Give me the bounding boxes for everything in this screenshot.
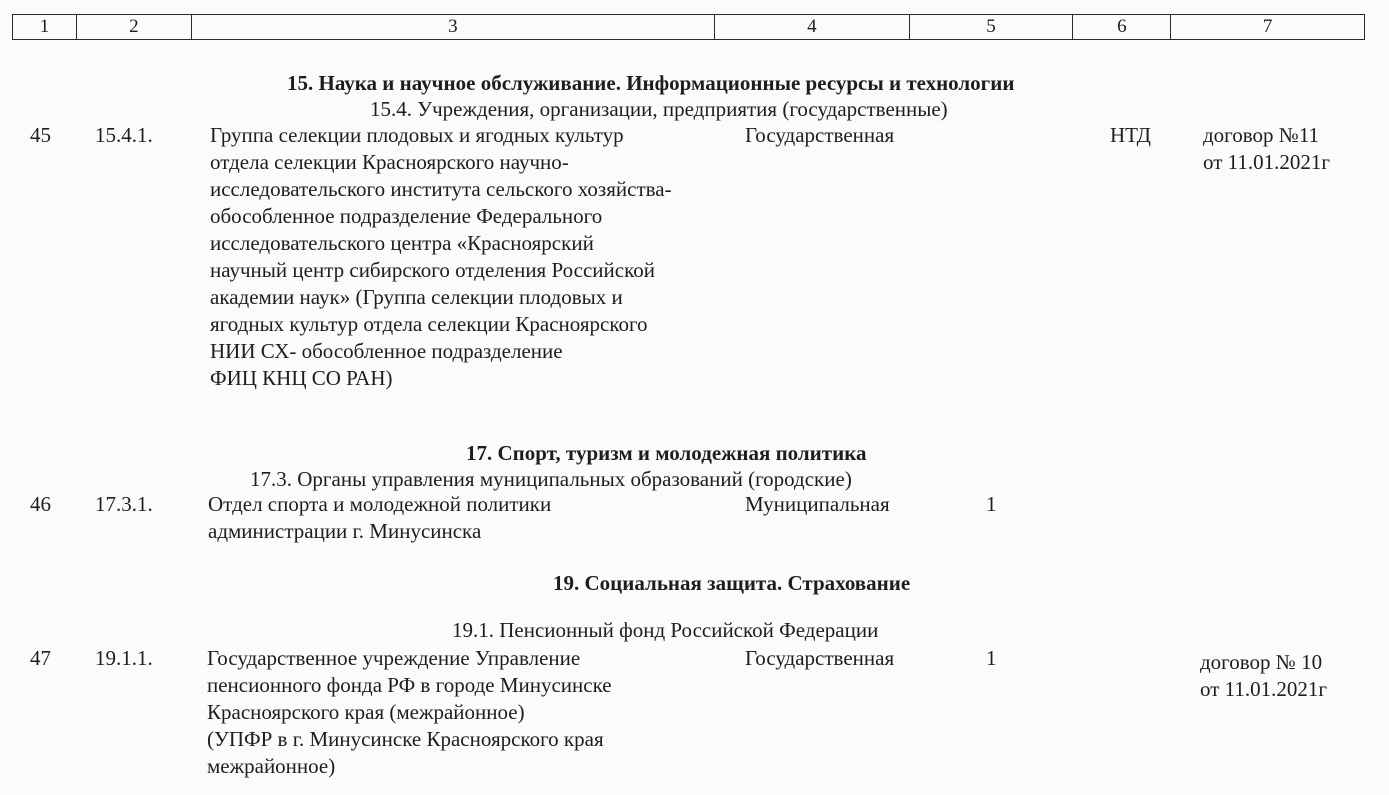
row-46-code: 17.3.1.	[95, 492, 153, 516]
row-46-ownership: Муниципальная	[745, 492, 890, 516]
row-45-column-6: НТД	[1110, 123, 1151, 147]
row-45-code: 15.4.1.	[95, 123, 153, 147]
row-47-code: 19.1.1.	[95, 646, 153, 670]
section-15-subtitle: 15.4. Учреждения, организации, предприятия (государственные)	[370, 97, 948, 121]
column-header-2: 2	[77, 15, 192, 39]
row-47-column-5: 1	[986, 646, 997, 670]
column-header-row	[12, 14, 1365, 40]
column-header-5: 5	[910, 15, 1074, 39]
section-19-title: 19. Социальная защита. Страхование	[553, 571, 911, 595]
row-45-number: 45	[30, 123, 51, 147]
row-47-ownership: Государственная	[745, 646, 895, 670]
column-header-1: 1	[13, 15, 77, 39]
row-45-organization: Группа селекции плодовых и ягодных культур отдела селекции Красноярского научно- исследовательского института сельского хозяйства- обособленное подразделение Федерального исследовательского центра «Красноярский научный центр сибирского отделения Российской академии наук» (Группа селекции плодовых и ягодных культур отдела селекции Красноярского НИИ СХ- обособленное подразделение ФИЦ КНЦ СО РАН)	[210, 123, 672, 390]
column-header-3: 3	[192, 15, 715, 39]
row-47-contract: договор № 10 от 11.01.2021г	[1200, 650, 1327, 701]
row-45-ownership: Государственная	[745, 123, 895, 147]
row-47-number: 47	[30, 646, 51, 670]
section-17-title: 17. Спорт, туризм и молодежная политика	[466, 441, 867, 465]
column-header-7: 7	[1262, 16, 1273, 37]
row-45-contract: договор №11 от 11.01.2021г	[1203, 123, 1330, 174]
row-46-organization: Отдел спорта и молодежной политики администрации г. Минусинска	[208, 492, 552, 543]
row-46-column-5: 1	[986, 492, 997, 516]
column-header-6: 6	[1073, 15, 1171, 39]
section-17-subtitle: 17.3. Органы управления муниципальных образований (городские)	[250, 467, 852, 491]
row-47-organization: Государственное учреждение Управление пенсионного фонда РФ в городе Минусинске Красноярского края (межрайонное) (УПФР в г. Минусинске Красноярского края межрайонное)	[207, 646, 612, 778]
section-19-subtitle: 19.1. Пенсионный фонд Российской Федерации	[452, 618, 879, 642]
column-header-4: 4	[715, 15, 910, 39]
row-46-number: 46	[30, 492, 51, 516]
section-15-title: 15. Наука и научное обслуживание. Информационные ресурсы и технологии	[287, 71, 1015, 95]
